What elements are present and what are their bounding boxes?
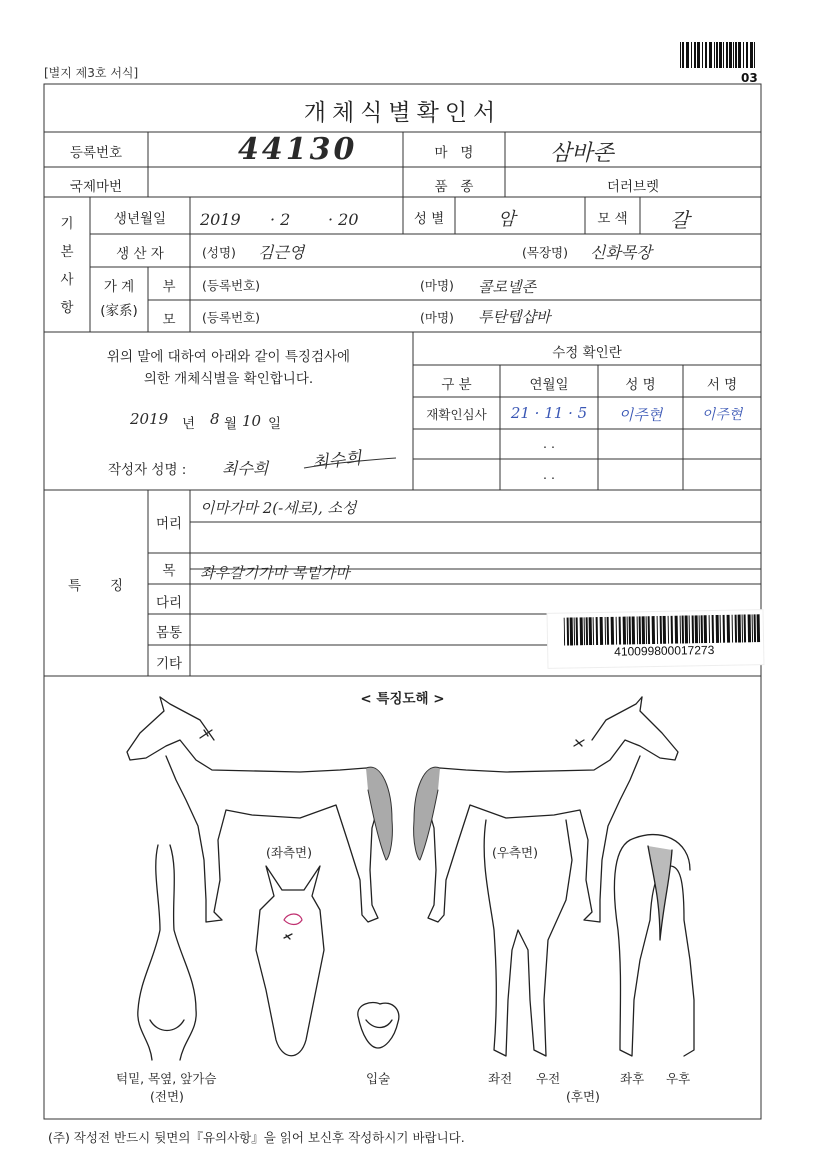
confirm-date-day: 10 bbox=[242, 412, 262, 430]
producer-name-value: 김근영 bbox=[258, 243, 305, 262]
form-title: 개체식별확인서 bbox=[303, 100, 502, 126]
confirm-date-day-label: 일 bbox=[268, 416, 282, 432]
dam-name-value: 투탄텝샵바 bbox=[478, 308, 551, 326]
footer-note: (주) 작성전 반드시 뒷면의『유의사항』을 읽어 보신후 작성하시기 바랍니다. bbox=[48, 1130, 465, 1145]
dam-reg-label: (등록번호) bbox=[202, 310, 261, 325]
color-label: 모 색 bbox=[597, 211, 628, 227]
feature-neck-label: 목 bbox=[162, 563, 176, 579]
form-label: [별지 제3호 서식] bbox=[44, 66, 139, 80]
sire-name-label: (마명) bbox=[420, 278, 454, 293]
breed-label: 품 종 bbox=[434, 179, 474, 195]
farm-label: (목장명) bbox=[522, 245, 568, 260]
left-hind-caption: 좌후 bbox=[620, 1071, 645, 1086]
diagram-title: < 특징도해 > bbox=[360, 691, 445, 707]
revision-col-sign: 서 명 bbox=[706, 377, 738, 393]
revision-row-1-date: 21 · 11 · 5 bbox=[510, 404, 588, 422]
birth-label: 생년월일 bbox=[113, 211, 167, 227]
sex-value: 암 bbox=[498, 209, 516, 230]
feature-leg-label: 다리 bbox=[155, 595, 183, 611]
basic-char-2: 본 bbox=[60, 244, 74, 260]
author-label: 작성자 성명 : bbox=[108, 462, 187, 478]
revision-col-type: 구 분 bbox=[441, 377, 472, 393]
confirm-date-year: 2019 bbox=[130, 410, 169, 428]
sex-label: 성 별 bbox=[413, 211, 445, 227]
dam-name-label: (마명) bbox=[420, 310, 454, 325]
feature-head-value: 이마가마 2(-세로), 소성 bbox=[200, 499, 357, 517]
right-side-caption: (우측면) bbox=[492, 845, 538, 860]
birth-year: 2019 bbox=[200, 210, 241, 229]
feature-body-label: 몸통 bbox=[155, 625, 183, 641]
revision-row-1-name: 이주현 bbox=[618, 406, 663, 424]
barcode-number: 410099800017273 bbox=[614, 642, 715, 659]
intl-no-label: 국제마번 bbox=[69, 179, 123, 195]
revision-header: 수정 확인란 bbox=[552, 345, 622, 361]
revision-row-2-date: . . bbox=[543, 436, 555, 451]
right-fore-caption: 우전 bbox=[536, 1071, 561, 1086]
horse-name-label: 마 명 bbox=[434, 145, 474, 161]
dam-label: 모 bbox=[162, 312, 176, 328]
left-side-caption: (좌측면) bbox=[266, 845, 312, 860]
front-parts-caption: 턱밑, 목옆, 앞가슴 bbox=[116, 1071, 217, 1086]
right-hind-caption: 우후 bbox=[666, 1071, 691, 1086]
horse-name-value: 삼바존 bbox=[550, 141, 614, 166]
confirm-date-year-label: 년 bbox=[182, 416, 196, 432]
producer-name-label: (성명) bbox=[202, 245, 236, 260]
feature-neck-value: 좌우갈기가마 목밑가마 bbox=[200, 564, 350, 582]
sire-name-value: 콜로넬존 bbox=[478, 278, 536, 296]
revision-row-1-type: 재확인심사 bbox=[426, 407, 487, 422]
basic-char-4: 항 bbox=[60, 300, 74, 316]
birth-day: · 20 bbox=[328, 210, 359, 229]
birth-month: · 2 bbox=[270, 210, 291, 229]
muzzle-caption: 입술 bbox=[366, 1071, 391, 1086]
producer-label: 생 산 자 bbox=[116, 246, 164, 262]
farm-value: 신화목장 bbox=[590, 243, 652, 262]
feature-head-label: 머리 bbox=[155, 516, 183, 532]
left-fore-caption: 좌전 bbox=[488, 1071, 513, 1086]
features-label-2: 징 bbox=[110, 578, 124, 594]
rear-view-caption: (후면) bbox=[566, 1089, 600, 1104]
feature-other-label: 기타 bbox=[155, 656, 183, 672]
confirm-date-month-label: 월 bbox=[224, 416, 238, 432]
revision-col-name: 성 명 bbox=[625, 377, 656, 393]
lineage-label-hanja: (家系) bbox=[100, 303, 138, 319]
author-signature: 최수희 bbox=[311, 448, 363, 474]
sire-label: 부 bbox=[162, 279, 176, 295]
page-number: 03 bbox=[741, 71, 758, 85]
features-label-1: 특 bbox=[68, 578, 82, 594]
revision-row-1-sign: 이주현 bbox=[701, 407, 743, 423]
revision-row-3-date: . . bbox=[543, 467, 555, 482]
sire-reg-label: (등록번호) bbox=[202, 278, 261, 293]
muzzle-view bbox=[358, 1003, 399, 1049]
head-front-view bbox=[256, 866, 324, 1056]
right-side-horse bbox=[414, 697, 678, 922]
basic-char-3: 사 bbox=[60, 272, 74, 288]
lineage-label-ko: 가 계 bbox=[103, 279, 135, 295]
breed-value: 더러브렛 bbox=[606, 179, 660, 195]
confirm-date-month: 8 bbox=[210, 410, 220, 428]
color-value: 갈 bbox=[670, 208, 690, 232]
reg-no-label: 등록번호 bbox=[69, 145, 123, 161]
left-side-horse bbox=[127, 697, 392, 922]
reg-no-value: 44130 bbox=[238, 132, 358, 167]
revision-col-date: 연월일 bbox=[529, 377, 569, 393]
hind-view bbox=[614, 835, 694, 1056]
front-neck-view bbox=[138, 845, 196, 1060]
front-view-caption: (전면) bbox=[150, 1089, 184, 1104]
basic-char-1: 기 bbox=[60, 216, 74, 232]
author-name: 최수희 bbox=[222, 459, 269, 478]
confirm-text-2: 의한 개체식별을 확인합니다. bbox=[143, 371, 314, 387]
confirm-text-1: 위의 말에 대하여 아래와 같이 특징검사에 bbox=[106, 349, 351, 365]
